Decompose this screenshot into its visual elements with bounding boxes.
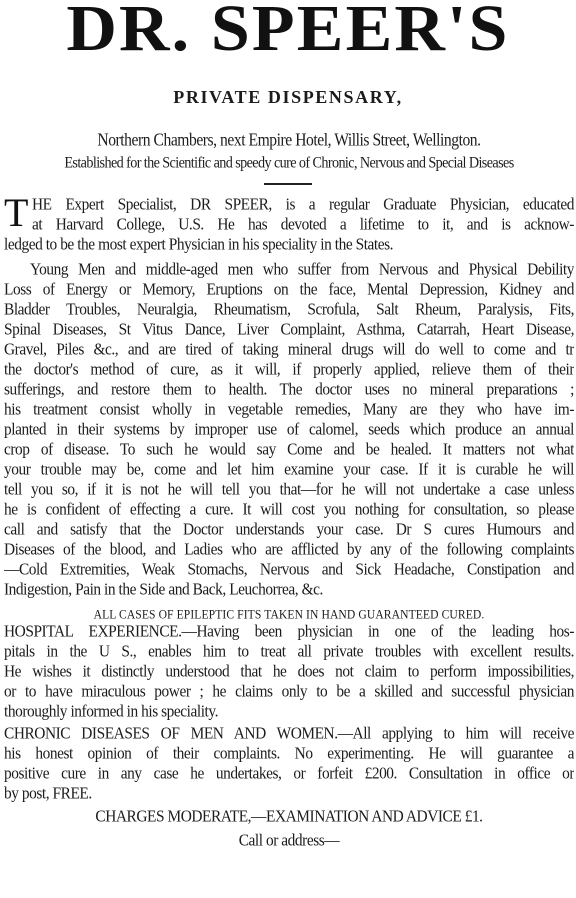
hospital-line: He wishes it distinctly understood that he does not claim to perform impossibilities, <box>4 662 574 682</box>
body-line: crop of disease. To such he would say Come and be healed. It matters not what <box>4 440 574 460</box>
subheading: PRIVATE DISPENSARY, <box>173 87 403 107</box>
body-line: Bladder Troubles, Neuralgia, Rheumatism, Scrofula, Salt Rheum, Paralysis, Fits, <box>4 300 574 320</box>
body-line: Diseases of the blood, and Ladies who are afflicted by any of the following complaints <box>4 540 574 560</box>
intro-line: ledged to be the most expert Physician in his speciality in the States. <box>4 235 394 255</box>
body-line: his treatment consist wholly in vegetable remedies, Many are they who have im- <box>4 400 574 420</box>
body-line: your trouble may be, come and let him examine your case. If it is curable he will <box>4 460 574 480</box>
body-line: Gravel, Piles &c., and are tired of taking mineral drugs will do well to come and tr <box>4 340 574 360</box>
call-line: Call or address— <box>238 831 340 851</box>
body-line: Loss of Energy or Memory, Eruptions on the face, Mental Depression, Kidney and <box>4 280 574 300</box>
body-line: he is confident of effecting a cure. It will cost you nothing for consultation, so please <box>4 500 574 520</box>
body-line: Spinal Diseases, St Vitus Dance, Liver Complaint, Asthma, Catarrah, Heart Disease, <box>4 320 574 340</box>
hospital-line: or to have miraculous power ; he claims only to be a skilled and successful physician <box>4 682 574 702</box>
body-line: sufferings, and restore them to health. The doctor uses no mineral preparations ; <box>4 380 574 400</box>
hospital-line: pitals in the U S., enables him to treat all private troubles with excellent results. <box>4 642 574 662</box>
body-line: Indigestion, Pain in the Side and Back, Leuchorrea, &c. <box>4 580 323 600</box>
address-line: Northern Chambers, next Empire Hotel, Willis Street, Wellington. <box>97 131 481 151</box>
body-line: call and satisfy that the Doctor understands your case. Dr S cures Humours and <box>4 520 574 540</box>
chronic-line: CHRONIC DISEASES OF MEN AND WOMEN.—All applying to him will receive <box>4 724 574 744</box>
body-line: tell you so, if it is not he will tell you that—for he will not undertake a case unless <box>4 480 574 500</box>
hospital-line: HOSPITAL EXPERIENCE.—Having been physician in one of the leading hos- <box>4 622 574 642</box>
drop-cap: T <box>4 190 29 235</box>
divider-rule <box>264 183 312 185</box>
epileptic-notice: ALL CASES OF EPILEPTIC FITS TAKEN IN HAND GUARANTEED CURED. <box>93 607 485 622</box>
established-line: Established for the Scientific and speedy cure of Chronic, Nervous and Special Diseases <box>64 154 514 173</box>
masthead-title: DR. SPEER'S <box>66 0 510 65</box>
body-line: the doctor's method of cure, as it will, if properly applied, relieve them of their <box>4 360 574 380</box>
chronic-line: by post, FREE. <box>4 784 92 804</box>
body-line: —Cold Extremities, Weak Stomachs, Nervous and Sick Headache, Constipation and <box>4 560 574 580</box>
hospital-line: thoroughly informed in his speciality. <box>4 702 219 722</box>
intro-line: at Harvard College, U.S. He has devoted a lifetime to it, and is acknow- <box>32 215 574 235</box>
charges-line: CHARGES MODERATE,—EXAMINATION AND ADVICE £1. <box>95 807 483 827</box>
chronic-line: his honest opinion of their complaints. No experimenting. He will guarantee a <box>4 744 574 764</box>
intro-line: HE Expert Specialist, DR SPEER, is a regular Graduate Physician, educated <box>32 195 574 215</box>
body-line: planted in their systems by improper use of calomel, seeds which produce an annual <box>4 420 574 440</box>
chronic-line: positive cure in any case he undertakes, or forfeit £200. Consultation in office or <box>4 764 574 784</box>
body-line: Young Men and middle-aged men who suffer from Nervous and Physical Debility <box>30 260 574 280</box>
